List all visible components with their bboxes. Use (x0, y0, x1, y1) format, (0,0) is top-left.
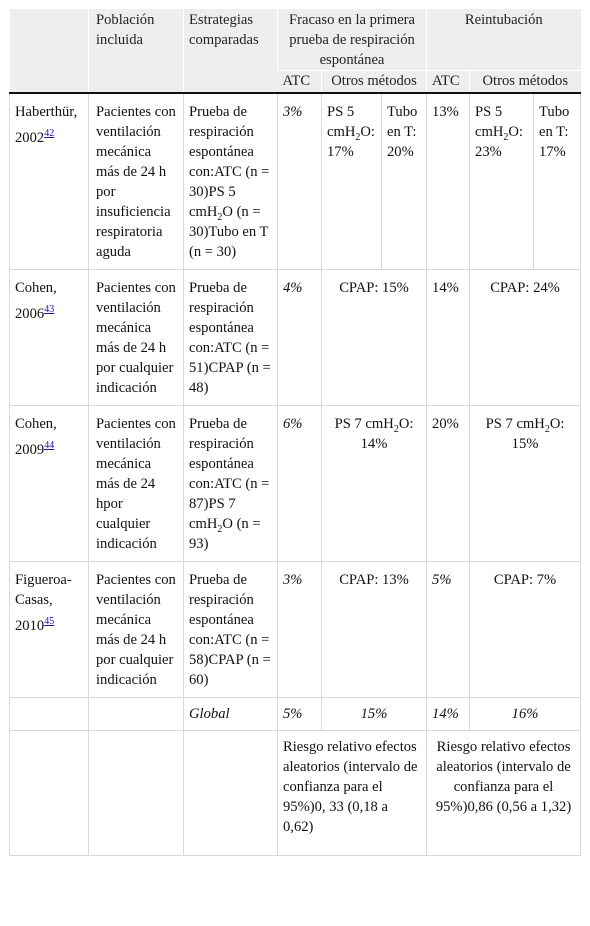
study-cell (10, 562, 89, 698)
reference-link[interactable]: 45 (44, 616, 55, 627)
reint-atc-cell: 14% (427, 270, 470, 406)
subheader-failure-other: Otros métodos (322, 71, 427, 94)
reint-atc-cell: 5% (427, 562, 470, 698)
population-cell: Pacientes con ventilación mecánica más de 24 hpor cualquier indicación (89, 406, 184, 562)
header-reintubation: Reintubación (427, 9, 581, 71)
reint-other-cell: CPAP: 24% (470, 270, 581, 406)
strategy-cell: Prueba de respiración espontánea con:ATC (n = 87)PS 7 cmH$_2$O (n = 93) (184, 406, 278, 562)
subheader-reint-atc: ATC (427, 71, 470, 94)
strategy-cell: Prueba de respiración espontánea con:ATC (n = 30)PS 5 cmH$_2$O (n = 30)Tubo en T (n = 30) (184, 93, 278, 270)
global-label: Global (184, 698, 278, 731)
table-row (10, 562, 581, 698)
fail-other-cell: CPAP: 15% (322, 270, 427, 406)
header-strategies: Estrategias comparadas (184, 9, 278, 93)
fail-atc-cell: 4% (278, 270, 322, 406)
subheader-failure-atc: ATC (278, 71, 322, 94)
rr-failure: Riesgo relativo efectos aleatorios (intervalo de confianza para el 95%)0, 33 (0,18 a 0,62) (278, 731, 427, 856)
fail-other-cell: Tubo en T: 20% (382, 93, 427, 270)
fail-other-cell: PS 7 cmH$_2$O: 14% (322, 406, 427, 562)
fail-other-cell: CPAP: 13% (322, 562, 427, 698)
population-cell: Pacientes con ventilación mecánica más de 24 h por insuficiencia respiratoria aguda (89, 93, 184, 270)
study-name: Haberthür, 2002 (15, 104, 78, 146)
global-reint-other: 16% (470, 698, 581, 731)
subheader-reint-other: Otros métodos (470, 71, 581, 94)
study-name: Figueroa-Casas, 2010 (15, 572, 72, 634)
empty-cell (10, 731, 89, 856)
fail-atc-cell: 3% (278, 93, 322, 270)
weaning-comparison-table (9, 9, 581, 856)
reference-link[interactable]: 42 (44, 128, 55, 139)
global-reint-atc: 14% (427, 698, 470, 731)
reint-other-cell: CPAP: 7% (470, 562, 581, 698)
study-name: Cohen, 2006 (15, 280, 57, 322)
table-row (10, 406, 581, 562)
strategy-cell: Prueba de respiración espontánea con:ATC (n = 58)CPAP (n = 60) (184, 562, 278, 698)
empty-cell (89, 731, 184, 856)
study-cell (10, 270, 89, 406)
fail-atc-cell: 6% (278, 406, 322, 562)
empty-cell (89, 698, 184, 731)
header-population: Población incluida (89, 9, 184, 93)
strategy-cell: Prueba de respiración espontánea con:ATC (n = 51)CPAP (n = 48) (184, 270, 278, 406)
study-cell (10, 406, 89, 562)
population-cell: Pacientes con ventilación mecánica más de 24 h por cualquier indicación (89, 562, 184, 698)
reference-link[interactable]: 44 (44, 440, 55, 451)
rr-reintubation: Riesgo relativo efectos aleatorios (intervalo de confianza para el 95%)0,86 (0,56 a 1,32) (427, 731, 581, 856)
reint-other-cell: Tubo en T: 17% (534, 93, 581, 270)
table-row (10, 270, 581, 406)
study-name: Cohen, 2009 (15, 416, 57, 458)
fail-other-cell: PS 5 cmH$_2$O: 17% (322, 93, 382, 270)
global-row (10, 698, 581, 731)
reint-other-cell: PS 7 cmH$_2$O: 15% (470, 406, 581, 562)
header-failure: Fracaso en la primera prueba de respiración espontánea (278, 9, 427, 71)
header-study (10, 9, 89, 93)
reint-other-cell: PS 5 cmH$_2$O: 23% (470, 93, 534, 270)
reint-atc-cell: 13% (427, 93, 470, 270)
global-fail-other: 15% (322, 698, 427, 731)
relative-risk-row (10, 731, 581, 856)
fail-atc-cell: 3% (278, 562, 322, 698)
population-cell: Pacientes con ventilación mecánica más de 24 h por cualquier indicación (89, 270, 184, 406)
global-fail-atc: 5% (278, 698, 322, 731)
table-row (10, 93, 581, 270)
empty-cell (10, 698, 89, 731)
reint-atc-cell: 20% (427, 406, 470, 562)
reference-link[interactable]: 43 (44, 304, 55, 315)
study-cell (10, 93, 89, 270)
empty-cell (184, 731, 278, 856)
